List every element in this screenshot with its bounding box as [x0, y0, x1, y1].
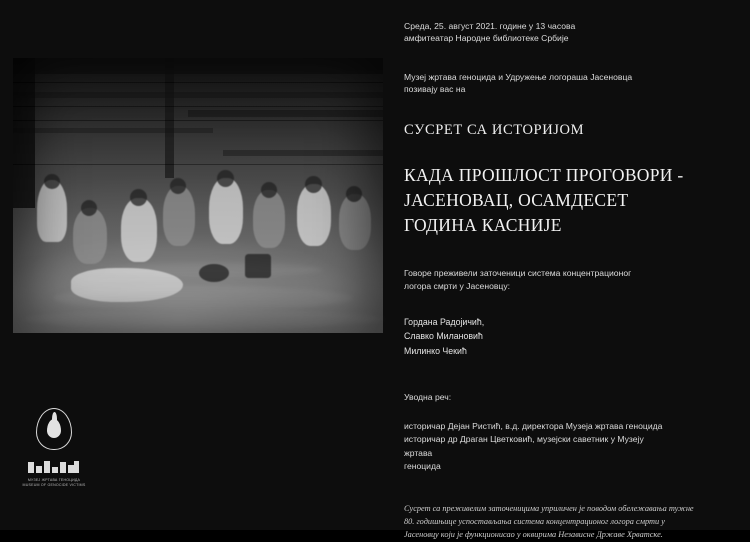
photo-figure-1 — [37, 180, 67, 242]
photo-pot — [245, 254, 271, 278]
flame-drop-icon — [34, 406, 74, 452]
list-item: Гордана Радојичић, — [404, 317, 485, 328]
opening-remarks-label: Уводна реч: — [404, 391, 452, 402]
list-item: жртава — [404, 447, 433, 458]
event-title-line1: КАДА ПРОШЛОСТ ПРОГОВОРИ - — [404, 164, 684, 185]
photo-figure-head-1 — [44, 174, 60, 189]
opening-remarks-people — [404, 420, 736, 473]
commemoration-note-line1: Сусрет са преживелим заточеницима уприличен је поводом обележавања тужне — [404, 504, 694, 514]
list-item: историчар Дејан Ристић, в.д. директора Музеја жртава геноцида — [404, 420, 663, 431]
commemoration-note — [404, 503, 736, 542]
photo-bunk-rail-2 — [223, 150, 383, 156]
invitation-block — [404, 71, 736, 96]
logo-caption — [22, 478, 86, 488]
photo-plank-4 — [13, 164, 383, 165]
photo-post-mid — [165, 58, 174, 178]
speakers-intro-line1: Говоре преживели заточеници система концентрационог — [404, 268, 632, 279]
photo-bowl — [199, 264, 229, 282]
list-item: Славко Милановић — [404, 331, 483, 342]
photo-figure-head-4 — [170, 178, 186, 194]
photo-figure-2 — [73, 208, 107, 264]
photo-bunk-rail — [188, 110, 383, 117]
photo-figure-6 — [253, 190, 285, 248]
speakers-intro-line2: логора смрти у Јасеновцу: — [404, 281, 511, 292]
museum-logo — [22, 406, 86, 492]
logo-wordmark-bars — [28, 460, 80, 473]
event-datetime-line1: Среда, 25. август 2021. године у 13 часова — [404, 21, 576, 31]
event-datetime — [404, 20, 736, 45]
photo-plank-3 — [13, 120, 383, 121]
photo-figure-head-6 — [261, 182, 277, 198]
photo-figure-8 — [339, 194, 371, 250]
photo-figure-head-3 — [130, 189, 147, 206]
photo-plank-1 — [13, 82, 383, 83]
photo-beam-3 — [13, 128, 213, 133]
speakers-list — [404, 315, 736, 358]
photo-image — [13, 58, 383, 333]
event-venue-line: амфитеатар Народне библиотеке Србије — [404, 33, 569, 44]
logo-caption-line2: MUSEUM OF GENOCIDE VICTIMS — [22, 483, 86, 488]
logo-bar-3 — [44, 461, 50, 473]
speakers-intro — [404, 267, 736, 293]
list-item: Милинко Чекић — [404, 345, 467, 356]
photo-figure-5 — [209, 178, 243, 244]
invitation-line1: Музеј жртава геноцида и Удружење логораша Јасеновца — [404, 71, 633, 82]
commemoration-note-line3: Јасеновцу који је функционисао у оквирима Независне Државе Хрватске. — [404, 529, 663, 539]
photo-figure-head-7 — [305, 176, 322, 193]
logo-bar-1 — [28, 462, 34, 473]
logo-caption-line1: МУЗЕЈ ЖРТАВА ГЕНОЦИДА — [27, 478, 81, 482]
invitation-line2: позивају вас на — [404, 84, 466, 95]
photo-figure-head-5 — [217, 170, 234, 187]
poster-text-column — [404, 20, 736, 542]
list-item: историчар др Драган Цветковић, музејски саветник у Музеју — [404, 434, 644, 445]
photo-figure-3 — [121, 198, 157, 262]
photo-figure-4 — [163, 186, 195, 246]
logo-bar-4 — [52, 467, 58, 473]
event-title-line2: ЈАСЕНОВАЦ, ОСАМДЕСЕТ — [404, 189, 629, 210]
list-item: геноцида — [404, 460, 441, 471]
logo-bar-5 — [60, 462, 66, 473]
photo-plank-2 — [13, 106, 383, 107]
photo-beam-1 — [13, 58, 383, 74]
archival-photo — [13, 58, 383, 333]
photo-figure-lying — [71, 268, 183, 302]
photo-figure-head-2 — [81, 200, 97, 216]
event-title — [404, 163, 736, 238]
photo-figure-7 — [297, 184, 331, 246]
commemoration-note-line2: 80. годишњице успостављања система концентрационог логора смрти у — [404, 516, 665, 526]
event-kicker: СУСРЕТ СА ИСТОРИЈОМ — [404, 121, 585, 138]
photo-post-left — [13, 58, 35, 208]
flame-drop-shape — [47, 419, 61, 438]
logo-bar-7 — [74, 461, 79, 473]
photo-beam-2 — [13, 92, 383, 98]
logo-bar-2 — [36, 466, 42, 473]
photo-figure-head-8 — [346, 186, 362, 202]
event-title-line3: ГОДИНА КАСНИЈЕ — [404, 214, 562, 235]
photo-floor-highlight-2 — [23, 310, 383, 328]
